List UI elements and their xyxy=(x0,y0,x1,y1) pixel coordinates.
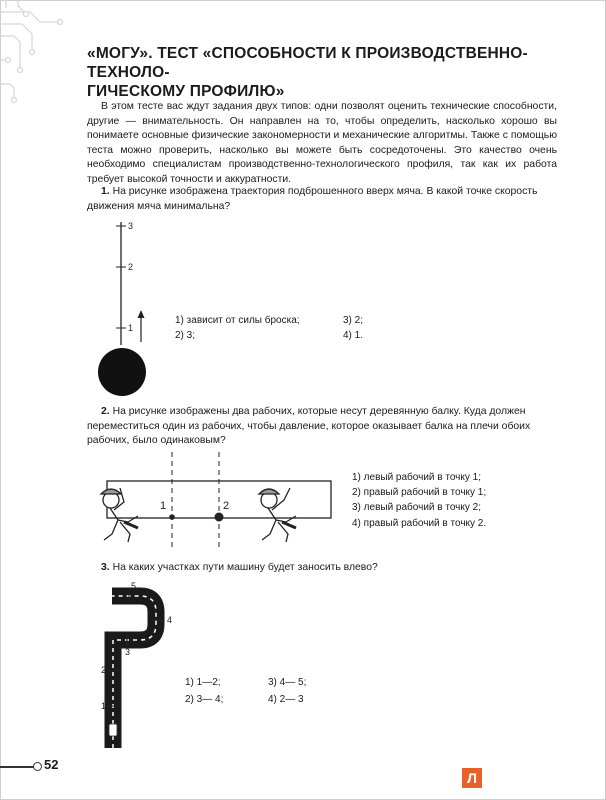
page-number-rule xyxy=(0,766,34,768)
q3-option-4: 4) 2— 3 xyxy=(268,694,304,705)
publisher-logo: Л xyxy=(462,768,482,788)
mark-label-4: 4 xyxy=(167,615,173,625)
q1-option-1: 1) зависит от силы броска; xyxy=(175,315,300,326)
intro-paragraph: В этом тесте вас ждут задания двух типов: одни позволят оценить технические способности, другие — внимательность. Он направлен на то, чтобы определить, насколько хорошо вы понимаете основные физические закономерности и механические алгоритмы. Также с помощью теста можно проверить, насколько вы можете быть сосредоточены. Это качество очень необходимо специалистам производственно-технологического профиля, так как их работа требует высокой точности и аккуратности. xyxy=(87,101,557,185)
question-1-text: На рисунке изображена траектория подброшенного вверх мяча. В какой точке скорость движения мяча минимальна? xyxy=(87,186,538,212)
tick-label-1: 1 xyxy=(128,323,134,333)
title-line-1: «МОГУ». ТЕСТ «СПОСОБНОСТИ К ПРОИЗВОДСТВЕННО-ТЕХНОЛО- xyxy=(87,45,528,81)
mark-label-5: 5 xyxy=(131,581,137,591)
road xyxy=(112,596,156,748)
page-number-dot xyxy=(33,762,42,771)
q3-option-3: 3) 4— 5; xyxy=(268,677,307,688)
q3-option-2: 2) 3— 4; xyxy=(185,694,224,705)
tick-label-3: 3 xyxy=(128,221,134,231)
point-1-label: 1 xyxy=(160,500,167,512)
q1-option-3: 3) 2; xyxy=(343,315,364,326)
q3-option-1: 1) 1—2; xyxy=(185,677,221,688)
q1-option-4: 4) 1. xyxy=(343,330,364,341)
mark-label-3: 3 xyxy=(125,647,131,657)
mark-label-1: 1 xyxy=(101,701,107,711)
page-number: 52 xyxy=(44,757,59,772)
tick-label-2: 2 xyxy=(128,262,134,272)
question-2-text: На рисунке изображены два рабочих, которые несут деревянную балку. Куда должен переместиться один из рабочих, чтобы давление, которое оказывает балка на плечи обоих рабочих, было одинаковым? xyxy=(87,406,531,447)
car-icon xyxy=(109,724,117,736)
question-3-text: На каких участках пути машину будет заносить влево? xyxy=(112,562,378,573)
title-line-2: ГИЧЕСКОМУ ПРОФИЛЮ» xyxy=(87,83,285,100)
q2-option-4: 4) правый рабочий в точку 2. xyxy=(352,518,487,529)
question-1-number: 1. xyxy=(101,186,110,197)
point-2-label: 2 xyxy=(223,500,230,512)
question-2-number: 2. xyxy=(101,406,110,417)
q2-option-1: 1) левый рабочий в точку 1; xyxy=(352,472,481,483)
q1-option-2: 2) 3; xyxy=(175,330,196,341)
mark-label-2: 2 xyxy=(101,665,107,675)
question-3-number: 3. xyxy=(101,562,110,573)
q2-option-3: 3) левый рабочий в точку 2; xyxy=(352,502,481,513)
q2-option-2: 2) правый рабочий в точку 1; xyxy=(352,487,487,498)
